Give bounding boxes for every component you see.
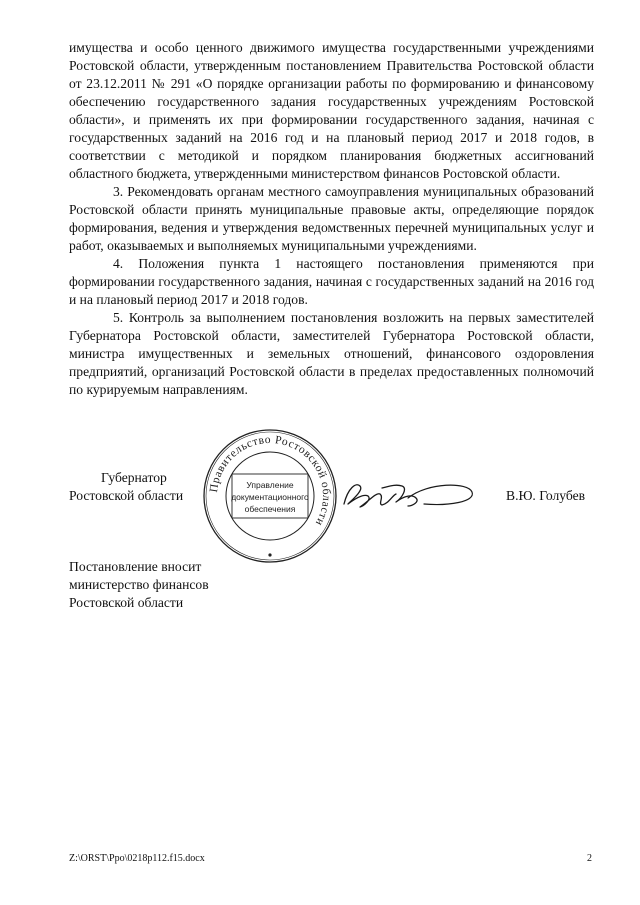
handwritten-signature (338, 474, 478, 514)
signer-title-line2: Ростовской области (69, 488, 184, 503)
seal-inner-line1: Управление (246, 480, 294, 490)
paragraph-5: 5. Контроль за выполнением постановления возложить на первых заместителей Губернатора Ростовской области, заместителей Губернатора Ростовской области, министра имущественных и земельных отношений, финансового оздоровления предприятий, организаций Ростовской области в пределах предоставленных полномочий по курируемым направлениям. (69, 310, 594, 397)
footer-file-path: Z:\ORST\Ppo\0218p112.f15.docx (69, 853, 205, 864)
page-number: 2 (587, 853, 592, 864)
seal-inner-line2: документационного (231, 492, 309, 502)
seal-inner-line3: обеспечения (244, 504, 296, 514)
seal-ring-text: Правительство Ростовской области (208, 433, 333, 528)
continuation-paragraph: имущества и особо ценного движимого имущества государственными учреждениями Ростовской области, утвержденным постановлением Правительства Ростовской области от 23.12.2011 № 291 «О порядке организации работы по формированию и финансовому обеспечению государственного задания государственных учреждениям Ростовской области», и применять их при формировании государственного задания, начиная с государственных заданий на 2016 год и на плановый период 2017 и 2018 годов, в соответствии с методикой и порядком планирования бюджетных ассигнований областного бюджета, утвержденными министерством финансов Ростовской области. (69, 40, 594, 181)
submitter-line1: Постановление вносит (69, 559, 202, 574)
submitter-line2: министерство финансов (69, 577, 209, 592)
signer-title-line1: Губернатор (101, 470, 167, 485)
submitter-line3: Ростовской области (69, 595, 184, 610)
signer-name: В.Ю. Голубев (506, 488, 586, 503)
submitter-note (69, 558, 209, 612)
paragraph-4: 4. Положения пункта 1 настоящего постановления применяются при формировании государственного задания, начиная с государственных заданий на 2016 год и на плановый период 2017 и 2018 годов. (69, 256, 594, 307)
document-body (69, 39, 594, 399)
signer-title (69, 469, 183, 505)
official-seal (202, 428, 338, 564)
paragraph-3: 3. Рекомендовать органам местного самоуправления муниципальных образований Ростовской области принять муниципальные правовые акты, определяющие порядок формирования, ведения и утверждения ведомственных перечней муниципальных услуг и работ, оказываемых и выполняемых муниципальными учреждениями. (69, 184, 594, 253)
